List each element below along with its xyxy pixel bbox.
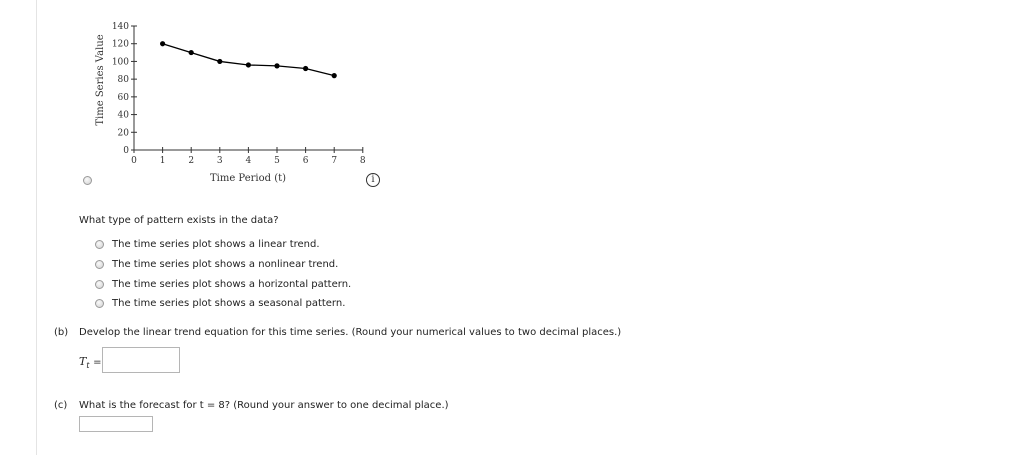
data-point xyxy=(274,63,279,68)
trend-equation-input[interactable] xyxy=(102,347,180,373)
part-b-label: (b) xyxy=(54,327,69,338)
x-tick-label: 4 xyxy=(245,156,252,166)
data-point xyxy=(217,59,222,64)
part-b-text: Develop the linear trend equation for this time series. (Round your numerical values to two decimal places.) xyxy=(79,327,622,338)
x-tick-label: 8 xyxy=(359,156,366,166)
option-seasonal-pattern[interactable]: The time series plot shows a seasonal pattern. xyxy=(95,294,351,314)
x-tick-label: 1 xyxy=(159,156,166,166)
part-c-text: What is the forecast for t = 8? (Round your answer to one decimal place.) xyxy=(79,400,449,411)
data-point xyxy=(303,66,308,71)
time-series-chart xyxy=(0,0,400,195)
forecast-input[interactable] xyxy=(79,416,153,432)
y-tick-label: 140 xyxy=(111,22,129,33)
x-tick-label: 6 xyxy=(302,156,309,166)
radio-button[interactable] xyxy=(95,240,104,249)
info-icon[interactable]: i xyxy=(366,173,380,187)
option-horizontal-pattern[interactable]: The time series plot shows a horizontal pattern. xyxy=(95,274,351,294)
y-tick-label: 60 xyxy=(117,92,129,103)
y-tick-label: 100 xyxy=(111,57,129,68)
data-point xyxy=(189,50,194,55)
data-point xyxy=(246,62,251,67)
y-tick-label: 20 xyxy=(117,128,129,139)
y-axis-label: Time Series Value xyxy=(95,34,106,126)
data-point xyxy=(160,41,165,46)
question-prompt: What type of pattern exists in the data? xyxy=(79,215,279,226)
chart-series xyxy=(160,41,337,78)
radio-button[interactable] xyxy=(95,299,104,308)
y-tick-label: 120 xyxy=(111,39,129,50)
x-tick-label: 7 xyxy=(331,156,338,166)
chart-axes xyxy=(112,22,366,166)
x-tick-label: 5 xyxy=(274,156,280,166)
x-tick-label: 2 xyxy=(188,156,195,166)
part-c-label: (c) xyxy=(54,400,68,411)
graph-option-radio[interactable] xyxy=(83,176,92,185)
series-line xyxy=(163,44,335,76)
x-tick-label: 0 xyxy=(131,156,137,166)
data-point xyxy=(332,73,337,78)
x-axis-label: Time Period (t) xyxy=(209,173,287,184)
radio-button[interactable] xyxy=(95,260,104,269)
x-tick-label: 3 xyxy=(216,156,223,166)
pattern-options xyxy=(95,235,351,314)
option-nonlinear-trend[interactable]: The time series plot shows a nonlinear trend. xyxy=(95,255,351,275)
option-linear-trend[interactable]: The time series plot shows a linear trend. xyxy=(95,235,351,255)
trend-equation-label: $T_t$ = xyxy=(79,355,102,371)
y-tick-label: 40 xyxy=(117,110,129,121)
y-tick-label: 80 xyxy=(117,75,129,86)
radio-button[interactable] xyxy=(95,280,104,289)
y-tick-label: 0 xyxy=(123,146,129,156)
